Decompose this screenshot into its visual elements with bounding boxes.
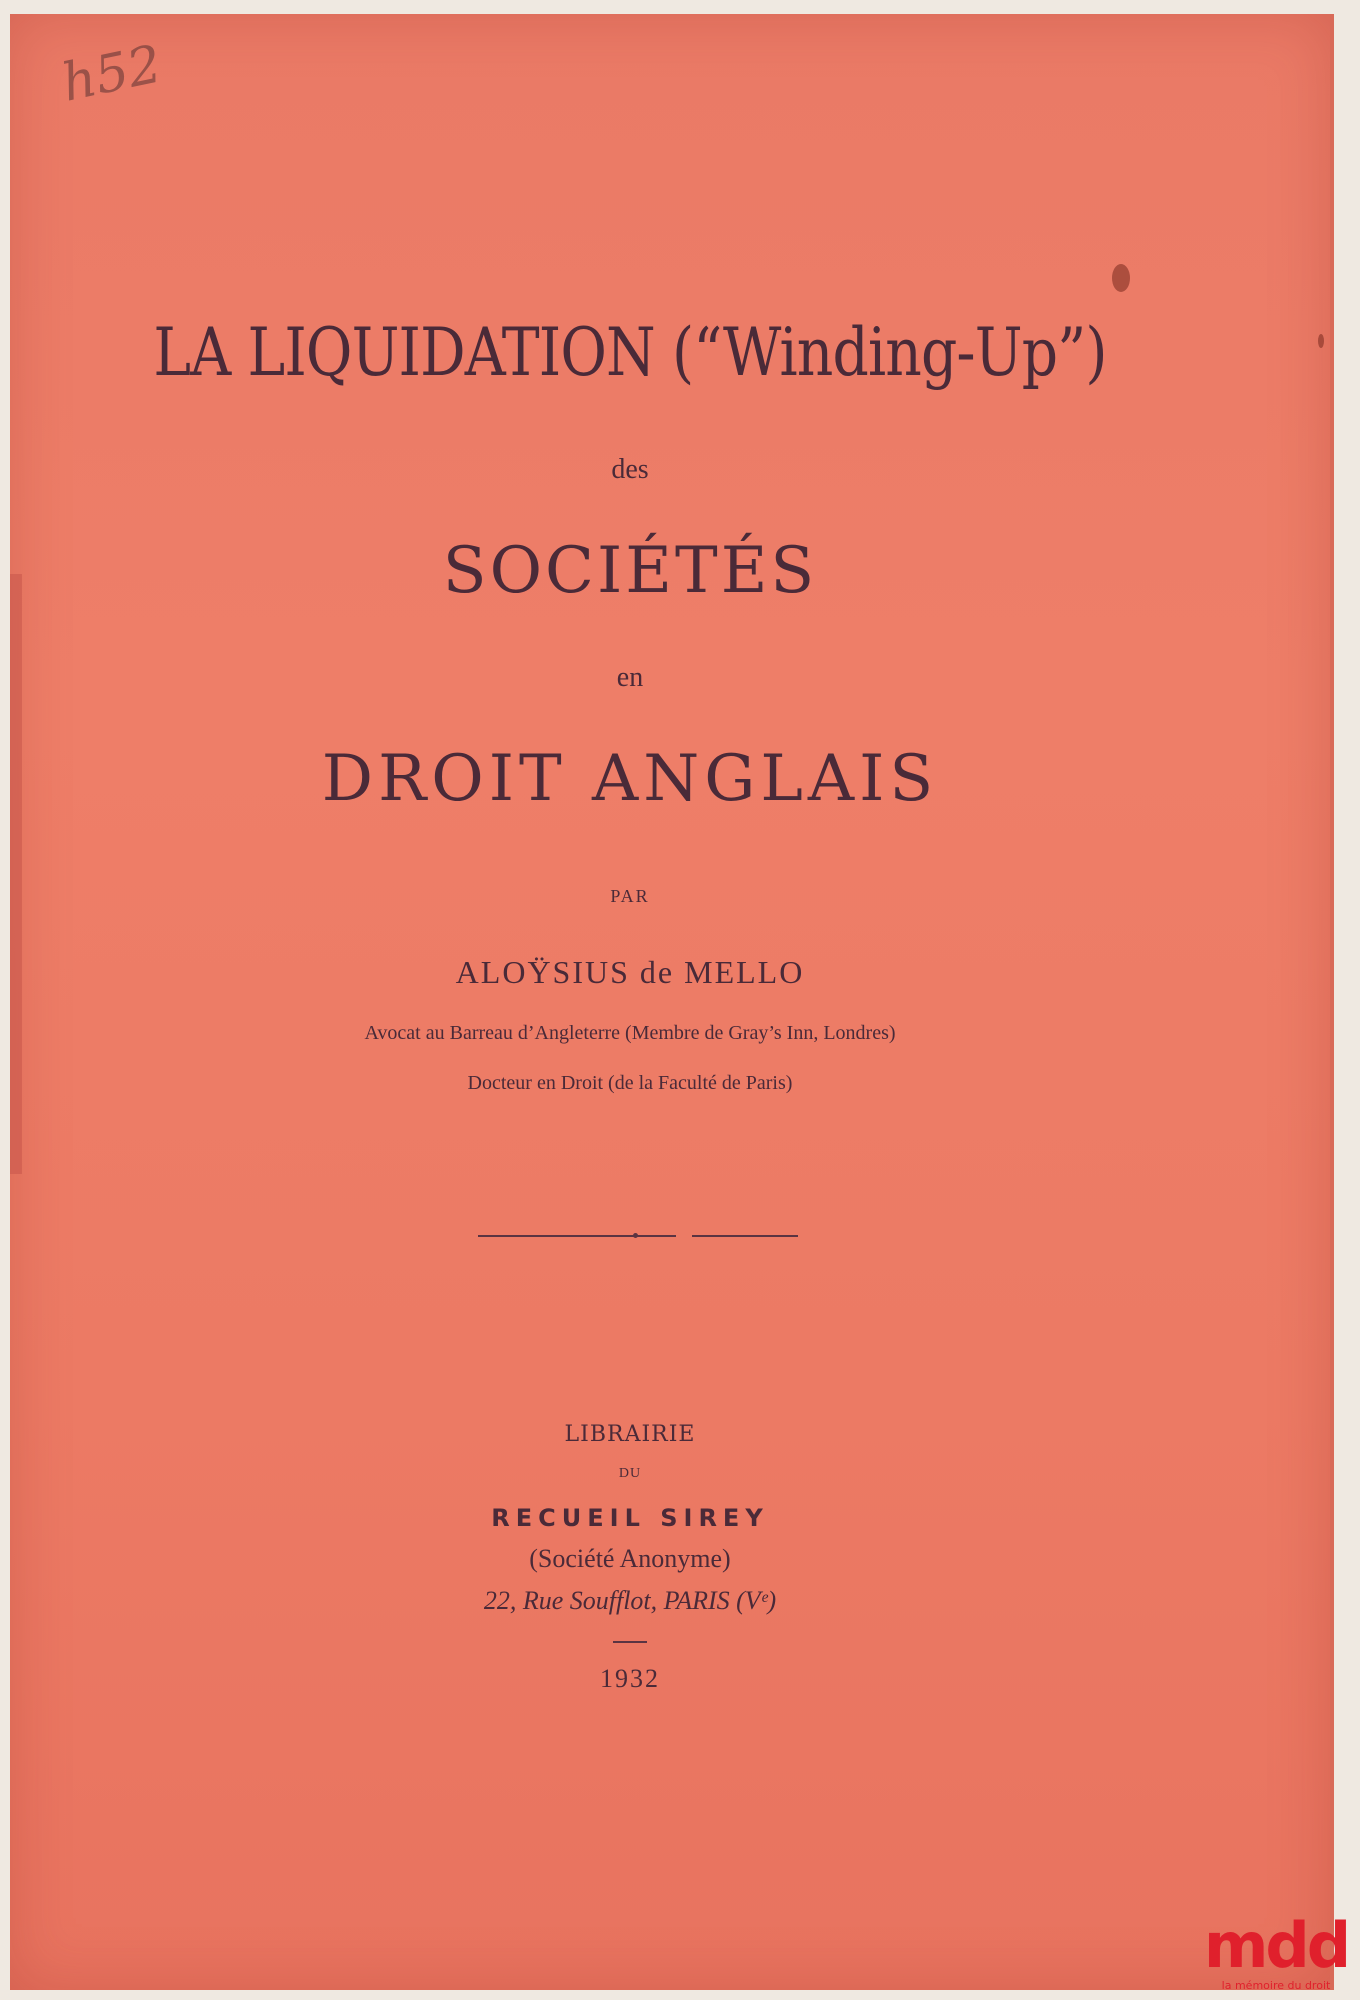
- ink-stain: [1112, 264, 1130, 292]
- title-connector-en: en: [616, 662, 644, 693]
- author-name: ALOŸSIUS de MELLO: [455, 954, 805, 990]
- ornament-rule: [478, 1234, 798, 1238]
- book-cover: [10, 14, 1334, 1990]
- ink-stain: [1318, 334, 1324, 348]
- logo-tagline: la mémoire du droit: [1221, 1979, 1331, 1992]
- publisher-librairie: LIBRAIRIE: [564, 1422, 696, 1447]
- publication-year: 1932: [600, 1664, 660, 1693]
- author-credential-1: Avocat au Barreau d’Angleterre (Membre de Gray’s Inn, Londres): [364, 1022, 896, 1044]
- title-line-3: DROIT ANGLAIS: [321, 742, 939, 816]
- mdd-logo: [1196, 1909, 1356, 1992]
- par-label: PAR: [610, 886, 650, 906]
- publisher-du: DU: [618, 1466, 642, 1481]
- publisher-address: 22, Rue Soufflot, PARIS (Vᵉ): [483, 1586, 777, 1615]
- logo-mark: mdd: [1203, 1909, 1349, 1982]
- author-credential-2: Docteur en Droit (de la Faculté de Paris): [467, 1072, 793, 1094]
- title-line-2: SOCIÉTÉS: [442, 534, 818, 608]
- handwritten-note: h52: [56, 34, 167, 114]
- title-connector-des: des: [611, 454, 649, 485]
- title-line-1: LA LIQUIDATION (“Winding-Up”): [153, 314, 1107, 391]
- publisher-type: (Société Anonyme): [529, 1544, 731, 1573]
- year-rule: [613, 1641, 647, 1643]
- publisher-name: RECUEIL SIREY: [491, 1504, 769, 1532]
